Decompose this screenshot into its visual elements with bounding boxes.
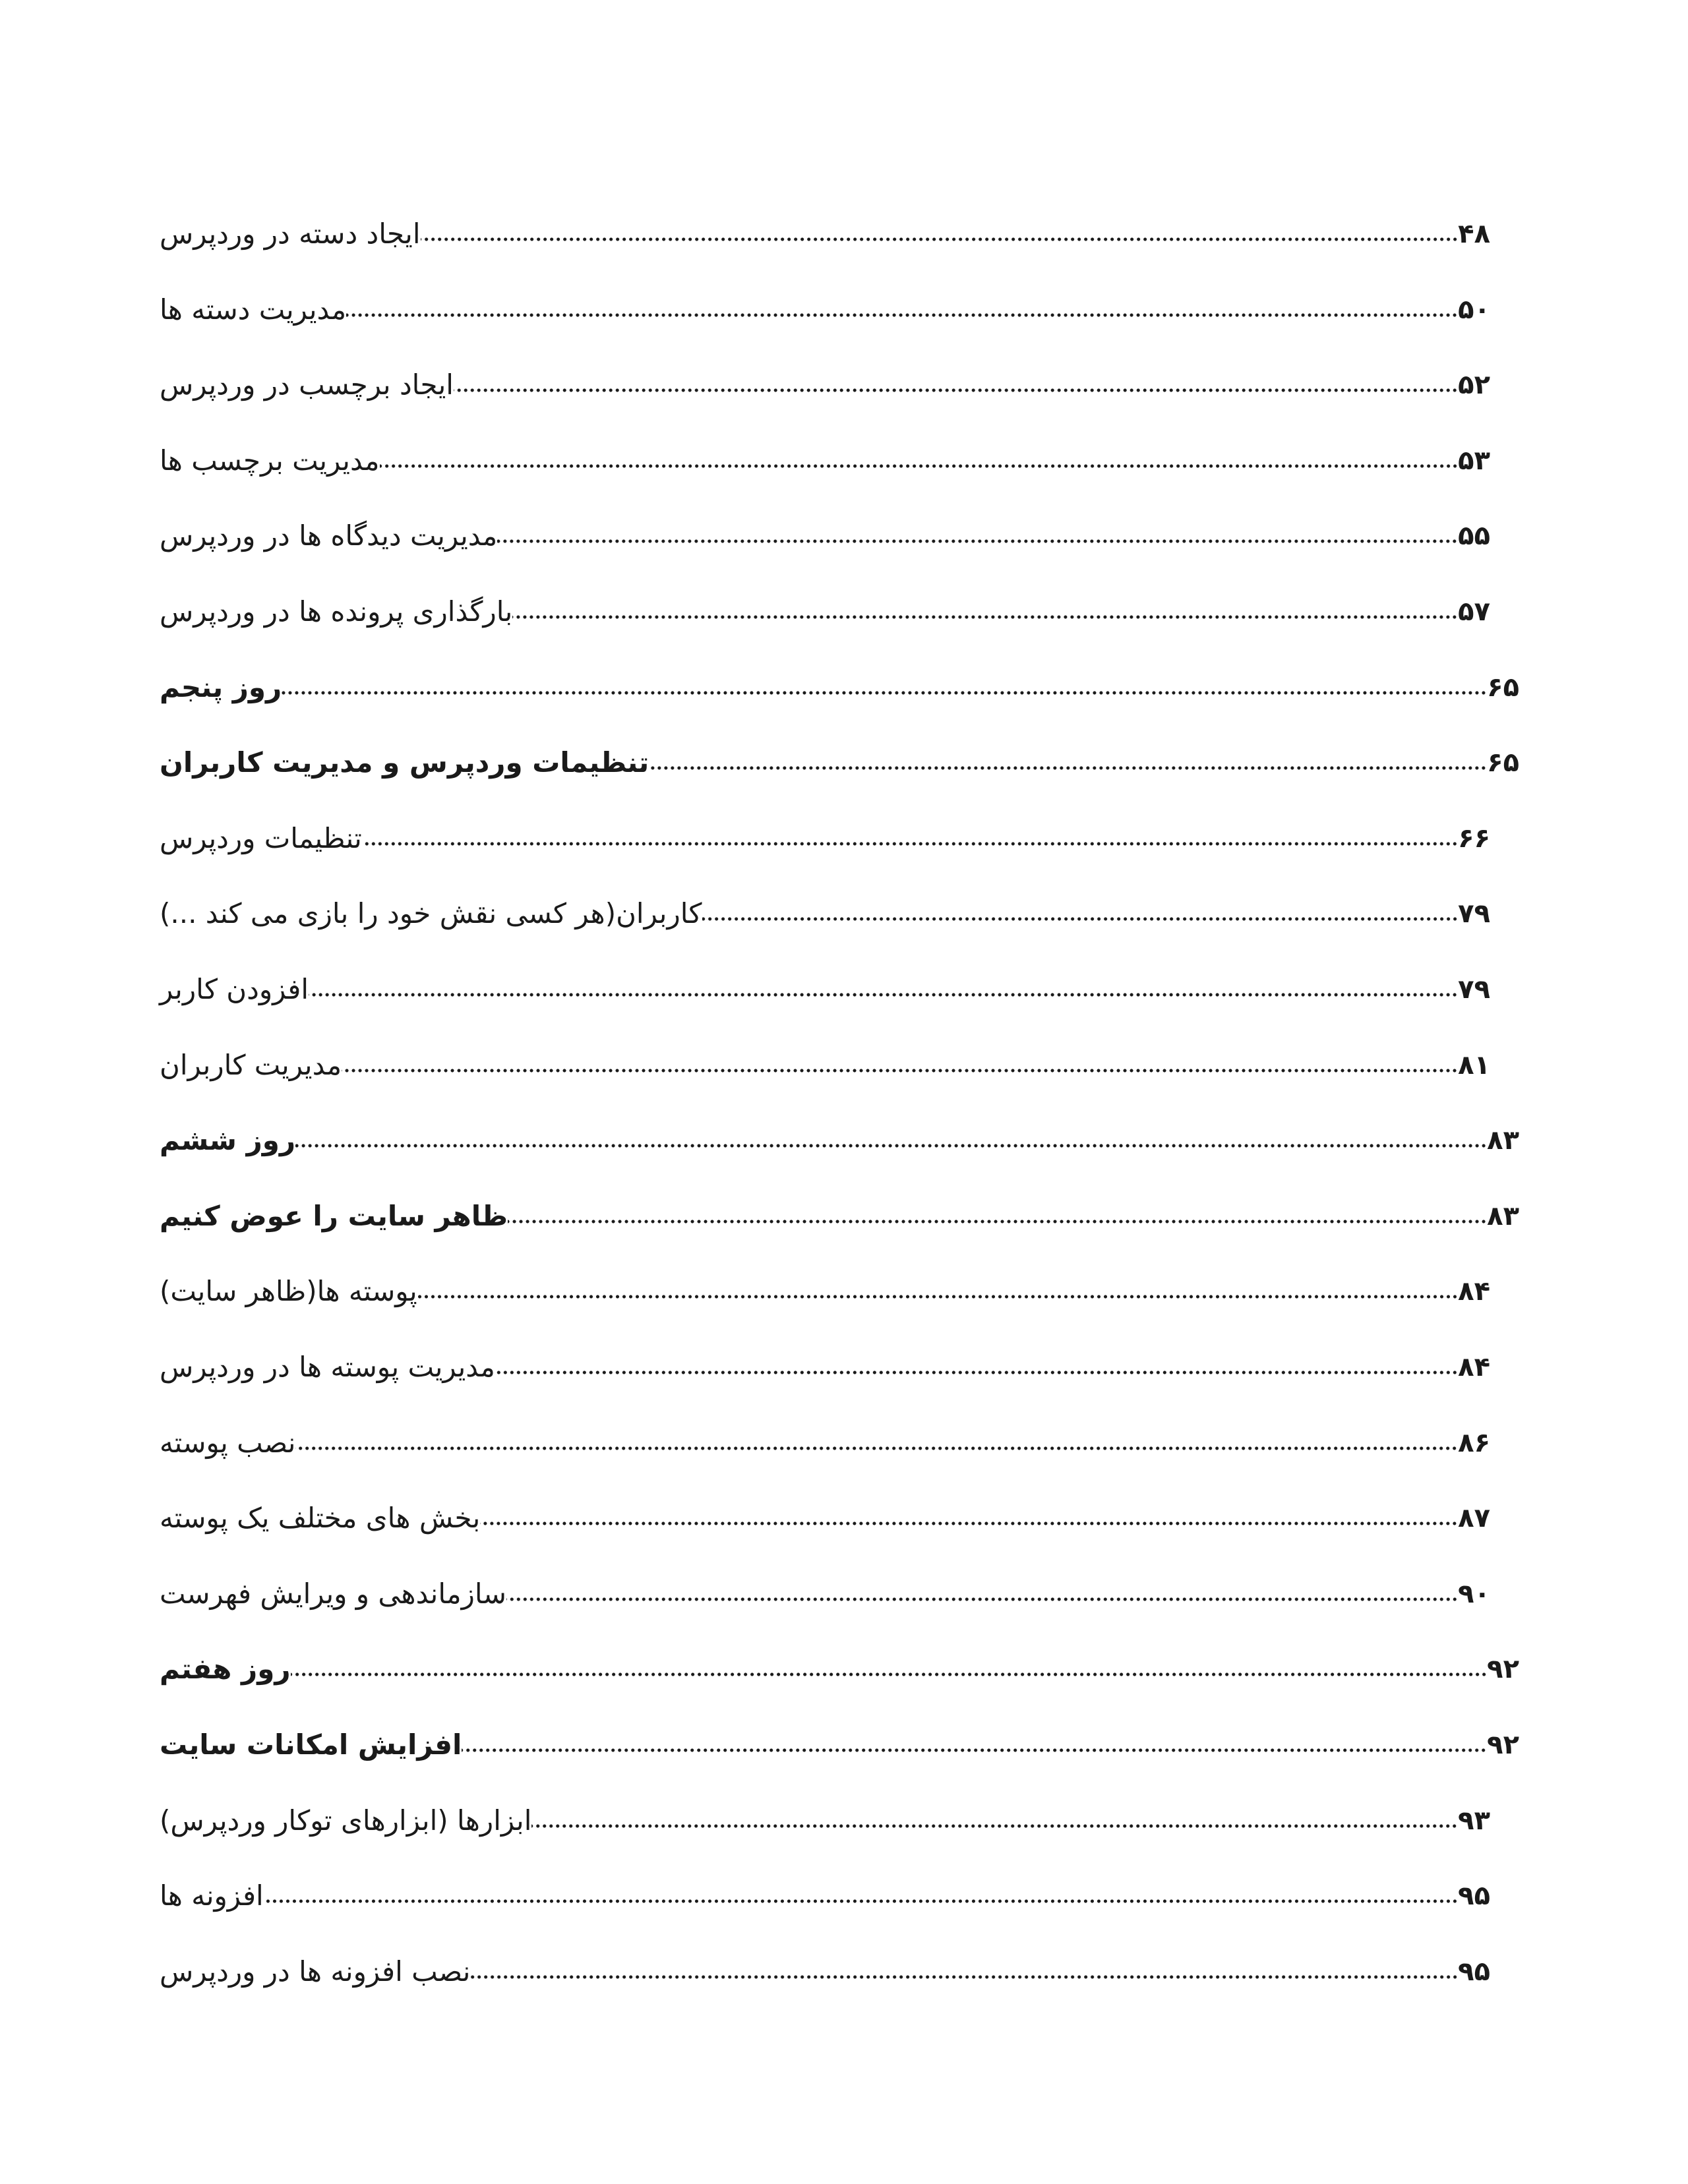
toc-entry[interactable]: [153, 1417, 1495, 1469]
toc-entry[interactable]: [153, 1794, 1495, 1847]
toc-entry[interactable]: [153, 887, 1495, 940]
dot-leader: [346, 313, 1458, 317]
toc-entry-title: افزایش امکانات سایت: [160, 1728, 462, 1761]
dot-leader: [531, 1824, 1458, 1828]
dot-leader: [417, 1295, 1459, 1299]
toc-entry-page-number: ۸۳: [1487, 1125, 1519, 1156]
toc-entry-page-number: ۹۲: [1487, 1654, 1519, 1684]
toc-entry[interactable]: [153, 1945, 1495, 1998]
toc-entry-title: روز ششم: [160, 1124, 296, 1156]
dot-leader: [454, 388, 1458, 392]
toc-entry-page-number: ۸۶: [1458, 1428, 1490, 1458]
dot-leader: [480, 1521, 1458, 1525]
dot-leader: [282, 691, 1487, 695]
toc-entry[interactable]: [153, 1190, 1524, 1243]
toc-entry-page-number: ۹۳: [1458, 1806, 1490, 1836]
toc-entry[interactable]: [153, 434, 1495, 487]
toc-entry-page-number: ۶۵: [1487, 672, 1519, 703]
toc-entry-title: افزودن کاربر: [160, 973, 309, 1005]
toc-entry[interactable]: [153, 283, 1495, 336]
dot-leader: [421, 237, 1459, 241]
toc-entry-title: روز هفتم: [160, 1653, 291, 1685]
dot-leader: [702, 917, 1459, 921]
dot-leader: [508, 1220, 1487, 1224]
toc-entry-page-number: ۶۵: [1487, 748, 1519, 778]
toc-entry-page-number: ۷۹: [1458, 974, 1490, 1005]
toc-entry-page-number: ۴۸: [1458, 219, 1490, 249]
toc-entry-title: سازماندهی و ویرایش فهرست: [160, 1578, 506, 1610]
toc-entry-title: مدیریت پوسته ها در وردپرس: [160, 1351, 495, 1383]
toc-entry[interactable]: [153, 208, 1495, 260]
toc-entry-title: تنظیمات وردپرس و مدیریت کاربران: [160, 746, 649, 779]
toc-entry-title: مدیریت دسته ها: [160, 293, 347, 326]
toc-entry[interactable]: [153, 585, 1495, 638]
dot-leader: [264, 1899, 1458, 1903]
toc-entry-title: تنظیمات وردپرس: [160, 822, 362, 854]
toc-entry[interactable]: [153, 1265, 1495, 1318]
toc-entry-title: مدیریت برچسب ها: [160, 444, 380, 477]
dot-leader: [342, 1069, 1458, 1073]
toc-entry-title: نصب افزونه ها در وردپرس: [160, 1955, 471, 1988]
toc-entry[interactable]: [153, 963, 1495, 1016]
toc-entry[interactable]: [153, 661, 1524, 714]
toc-entry-page-number: ۵۰: [1458, 295, 1490, 325]
toc-entry[interactable]: [153, 812, 1495, 865]
toc-entry-page-number: ۸۴: [1458, 1276, 1490, 1307]
toc-entry-page-number: ۵۳: [1458, 446, 1490, 476]
toc-entry-title: ظاهر سایت را عوض کنیم: [160, 1200, 508, 1232]
toc-entry-page-number: ۸۳: [1487, 1201, 1519, 1231]
toc-entry[interactable]: [153, 1643, 1524, 1696]
toc-entry-page-number: ۸۷: [1458, 1503, 1490, 1533]
toc-entry-page-number: ۵۷: [1458, 597, 1490, 627]
toc-entry-page-number: ۵۵: [1458, 521, 1490, 551]
toc-entry[interactable]: [153, 1870, 1495, 1922]
toc-entry-title: ایجاد برچسب در وردپرس: [160, 369, 454, 401]
toc-entry-page-number: ۵۲: [1458, 370, 1490, 400]
dot-leader: [462, 1748, 1487, 1752]
toc-entry[interactable]: [153, 1341, 1495, 1394]
toc-entry-title: ابزارها (ابزارهای توکار وردپرس): [160, 1804, 532, 1837]
toc-entry-page-number: ۸۴: [1458, 1352, 1490, 1382]
dot-leader: [380, 464, 1459, 468]
toc-entry-page-number: ۹۵: [1458, 1957, 1490, 1987]
toc-entry-title: ایجاد دسته در وردپرس: [160, 218, 421, 250]
toc-entry-title: پوسته ها(ظاهر سایت): [160, 1275, 417, 1307]
toc-entry-page-number: ۹۰: [1458, 1579, 1490, 1609]
dot-leader: [649, 766, 1487, 770]
dot-leader: [512, 615, 1458, 619]
toc-entry[interactable]: [153, 1719, 1524, 1771]
toc-entry[interactable]: [153, 736, 1524, 789]
dot-leader: [506, 1597, 1458, 1601]
toc-entry-title: مدیریت دیدگاه ها در وردپرس: [160, 519, 498, 552]
dot-leader: [495, 1371, 1458, 1374]
toc-entry-title: افزونه ها: [160, 1879, 264, 1912]
toc-entry-page-number: ۸۱: [1458, 1050, 1490, 1080]
toc-entry-page-number: ۷۹: [1458, 899, 1490, 929]
dot-leader: [309, 993, 1458, 997]
toc-entry-title: کاربران(هر کسی نقش خود را بازی می کند ...): [160, 897, 702, 930]
toc-entry[interactable]: [153, 1568, 1495, 1620]
dot-leader: [471, 1975, 1459, 1979]
toc-entry-title: مدیریت کاربران: [160, 1049, 342, 1081]
dot-leader: [295, 1446, 1458, 1450]
toc-entry[interactable]: [153, 1492, 1495, 1545]
toc-entry[interactable]: [153, 359, 1495, 411]
toc-entry-title: بارگذاری پرونده ها در وردپرس: [160, 595, 513, 628]
toc-entry-title: بخش های مختلف یک پوسته: [160, 1502, 481, 1534]
dot-leader: [295, 1144, 1487, 1148]
toc-entry-title: روز پنجم: [160, 671, 282, 703]
dot-leader: [291, 1672, 1488, 1676]
toc-entry-page-number: ۹۲: [1487, 1730, 1519, 1760]
toc-entry[interactable]: [153, 1114, 1524, 1167]
dot-leader: [362, 842, 1458, 846]
toc-entry-page-number: ۶۶: [1458, 823, 1490, 854]
toc-entry[interactable]: [153, 510, 1495, 562]
toc-entry-title: نصب پوسته: [160, 1427, 296, 1459]
toc-entry[interactable]: [153, 1039, 1495, 1092]
dot-leader: [497, 539, 1458, 543]
toc-entry-page-number: ۹۵: [1458, 1881, 1490, 1911]
